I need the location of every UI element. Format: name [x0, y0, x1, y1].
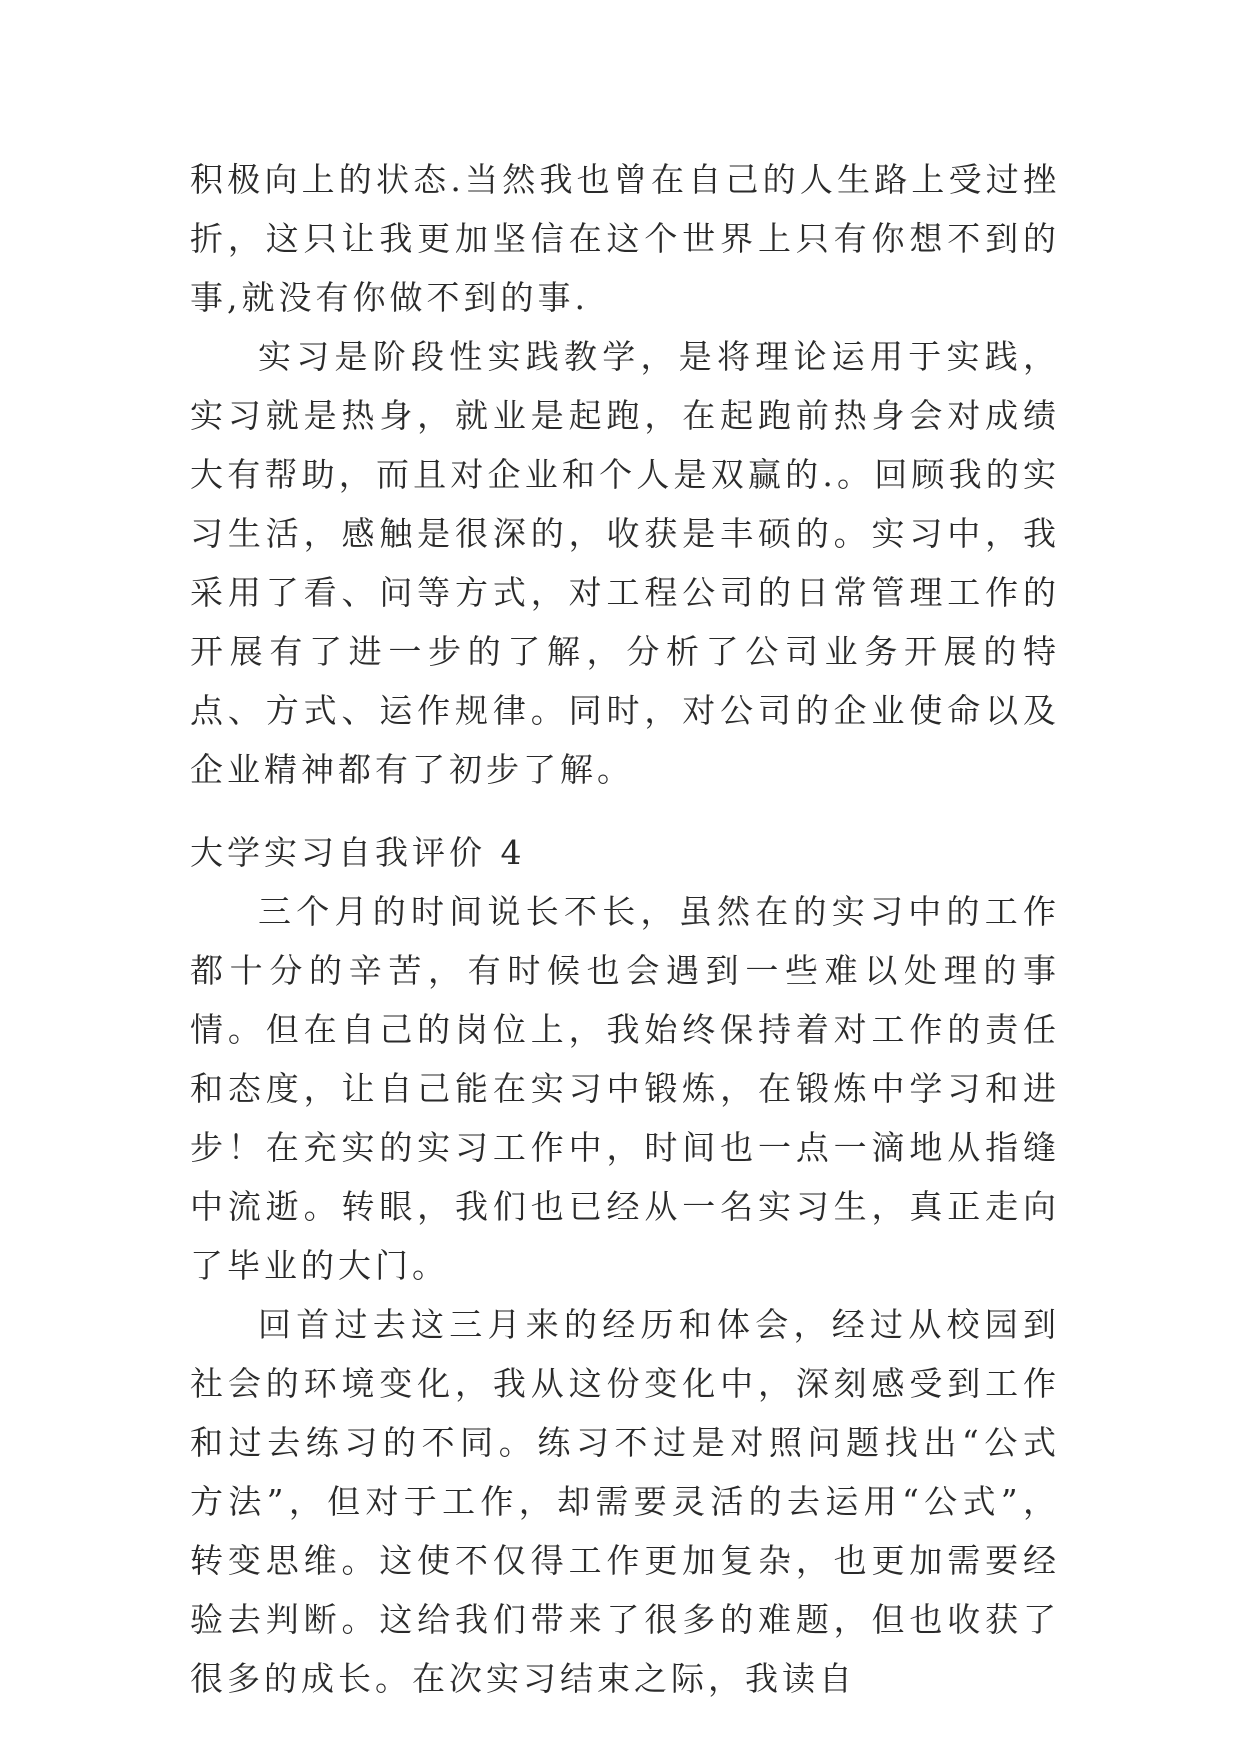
section-heading: 大学实习自我评价 4	[190, 833, 526, 872]
document-body	[190, 150, 1060, 1708]
paragraph-looking-back: 回首过去这三月来的经历和体会，经过从校园到社会的环境变化，我从这份变化中，深刻感受到工作和过去练习的不同。练习不过是对照问题找出“公式方法”，但对于工作，却需要灵活的去运用“公式”，转变思维。这使不仅得工作更加复杂，也更加需要经验去判断。这给我们带来了很多的难题，但也收获了很多的成长。在次实习结束之际，我读自	[190, 1305, 1060, 1698]
paragraph-three-months: 三个月的时间说长不长，虽然在的实习中的工作都十分的辛苦，有时候也会遇到一些难以处理的事情。但在自己的岗位上，我始终保持着对工作的责任和态度，让自己能在实习中锻炼，在锻炼中学习和进步！在充实的实习工作中，时间也一点一滴地从指缝中流逝。转眼，我们也已经从一名实习生，真正走向了毕业的大门。	[190, 892, 1060, 1285]
paragraph-continuation: 积极向上的状态.当然我也曾在自己的人生路上受过挫折，这只让我更加坚信在这个世界上只有你想不到的事,就没有你做不到的事.	[190, 160, 1060, 317]
paragraph-internship-reflection: 实习是阶段性实践教学，是将理论运用于实践，实习就是热身，就业是起跑，在起跑前热身会对成绩大有帮助，而且对企业和个人是双赢的.。回顾我的实习生活，感触是很深的，收获是丰硕的。实习中，我采用了看、问等方式，对工程公司的日常管理工作的开展有了进一步的了解，分析了公司业务开展的特点、方式、运作规律。同时，对公司的企业使命以及企业精神都有了初步了解。	[190, 337, 1060, 789]
